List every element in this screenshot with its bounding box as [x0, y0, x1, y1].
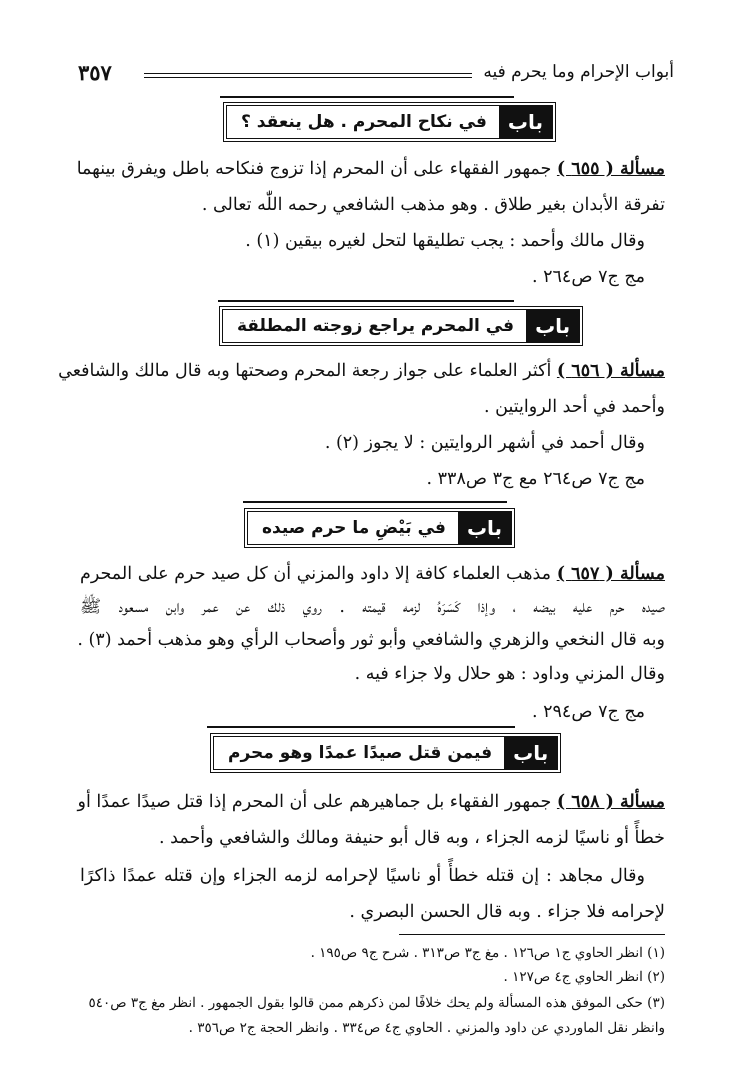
text-line: تفرقة الأبدان بغير طلاق . وهو مذهب الشافعي رحمه اللّٰه تعالى .	[201, 195, 665, 215]
bab-label: باب	[499, 106, 552, 138]
text-line: وقال مالك وأحمد : يجب تطليقها لتحل لغيره بيقين (١) .	[245, 231, 645, 251]
reference-line: مج ج٧ ص٢٦٤ مع ج٣ ص٣٣٨ .	[426, 469, 645, 489]
page-number: ٣٥٧	[78, 60, 112, 85]
masala-line	[58, 356, 665, 386]
text-line: وقال أحمد في أشهر الروايتين : لا يجوز (٢) .	[324, 433, 645, 453]
bab-label: باب	[526, 310, 579, 342]
heading-bar	[220, 96, 514, 98]
section-heading	[226, 105, 553, 139]
section-heading	[247, 511, 512, 545]
footnote-rule	[399, 934, 665, 935]
text-line: وأحمد في أحد الروايتين .	[484, 397, 665, 417]
masala-number: مسألة ( ٦٥٧ )	[556, 564, 666, 584]
text-run: جمهور الفقهاء بل جماهيرهم على أن المحرم إذا قتل صيدًا عمدًا أو	[77, 792, 557, 812]
running-header	[78, 62, 674, 90]
footnote: (٣) حكى الموفق هذه المسألة ولم يحك خلافًا لمن ذكرهم ممن قالوا بقول الجمهور . انظر مغ ج٣ ص٥٤٠	[88, 995, 665, 1011]
section-title: في نكاح المحرم . هل ينعقد ؟	[241, 112, 487, 132]
heading-bar	[207, 726, 515, 728]
masala-number: مسألة ( ٦٥٦ )	[556, 361, 665, 381]
footnote: (٢) انظر الحاوي ج٤ ص١٢٧ .	[503, 969, 665, 985]
footnote: وانظر نقل الماوردي عن داود والمزني . الحاوي ج٤ ص٣٣٤ . وانظر الحجة ج٢ ص٣٥٦ .	[188, 1020, 665, 1036]
text-line: وبه قال النخعي والزهري والشافعي وأبو ثور وأصحاب الرأي وهو مذهب أحمد (٣) .	[77, 630, 665, 650]
masala-line	[76, 154, 665, 184]
reference-line: مج ج٧ ص٢٩٤ .	[531, 702, 645, 722]
reference-line: مج ج٧ ص٢٦٤ .	[531, 267, 645, 287]
heading-bar	[218, 300, 514, 302]
text-line: لإحرامه فلا جزاء . وبه قال الحسن البصري .	[349, 902, 665, 922]
text-run: مذهب العلماء كافة إلا داود والمزني أن كل صيد حرم على المحرم	[80, 564, 557, 584]
bab-label: باب	[504, 737, 557, 769]
masala-line	[80, 559, 665, 589]
section-heading	[222, 309, 580, 343]
section-heading	[213, 736, 558, 770]
bab-label: باب	[458, 512, 511, 544]
section-title: في بَيْضِ ما حرم صيده	[262, 518, 446, 538]
text-run: أكثر العلماء على جواز رجعة المحرم وصحتها وبه قال مالك والشافعي	[58, 361, 557, 381]
footnote: (١) انظر الحاوي ج١ ص١٢٦ . مغ ج٣ ص٣١٣ . شرح ج٩ ص١٩٥ .	[310, 945, 665, 961]
heading-bar	[243, 501, 507, 503]
text-line: وقال مجاهد : إن قتله خطأً أو ناسيًا لإحرامه لزمه الجزاء وإن قتله عمدًا ذاكرًا	[80, 866, 645, 886]
text-line: خطأً أو ناسيًا لزمه الجزاء ، وبه قال أبو حنيفة ومالك والشافعي وأحمد .	[159, 828, 665, 848]
text-line: وقال المزني وداود : هو حلال ولا جزاء فيه .	[354, 664, 665, 684]
text-line: صيده حرم عليه بيضه ، وإذا كَسَرَهُ لزمه قيمته . روي ذلك عن عمر وابن مسعود ﷺ	[80, 597, 665, 617]
masala-number: مسألة ( ٦٥٨ )	[556, 792, 665, 812]
masala-number: مسألة ( ٦٥٥ )	[556, 159, 665, 179]
header-rule	[144, 73, 472, 78]
text-run: جمهور الفقهاء على أن المحرم إذا تزوج فنكاحه باطل ويفرق بينهما	[76, 159, 557, 179]
masala-line	[77, 787, 665, 817]
section-title: في المحرم يراجع زوجته المطلقة	[237, 316, 515, 336]
header-title: أبواب الإحرام وما يحرم فيه	[483, 62, 674, 82]
section-title: فيمن قتل صيدًا عمدًا وهو محرم	[228, 743, 493, 763]
